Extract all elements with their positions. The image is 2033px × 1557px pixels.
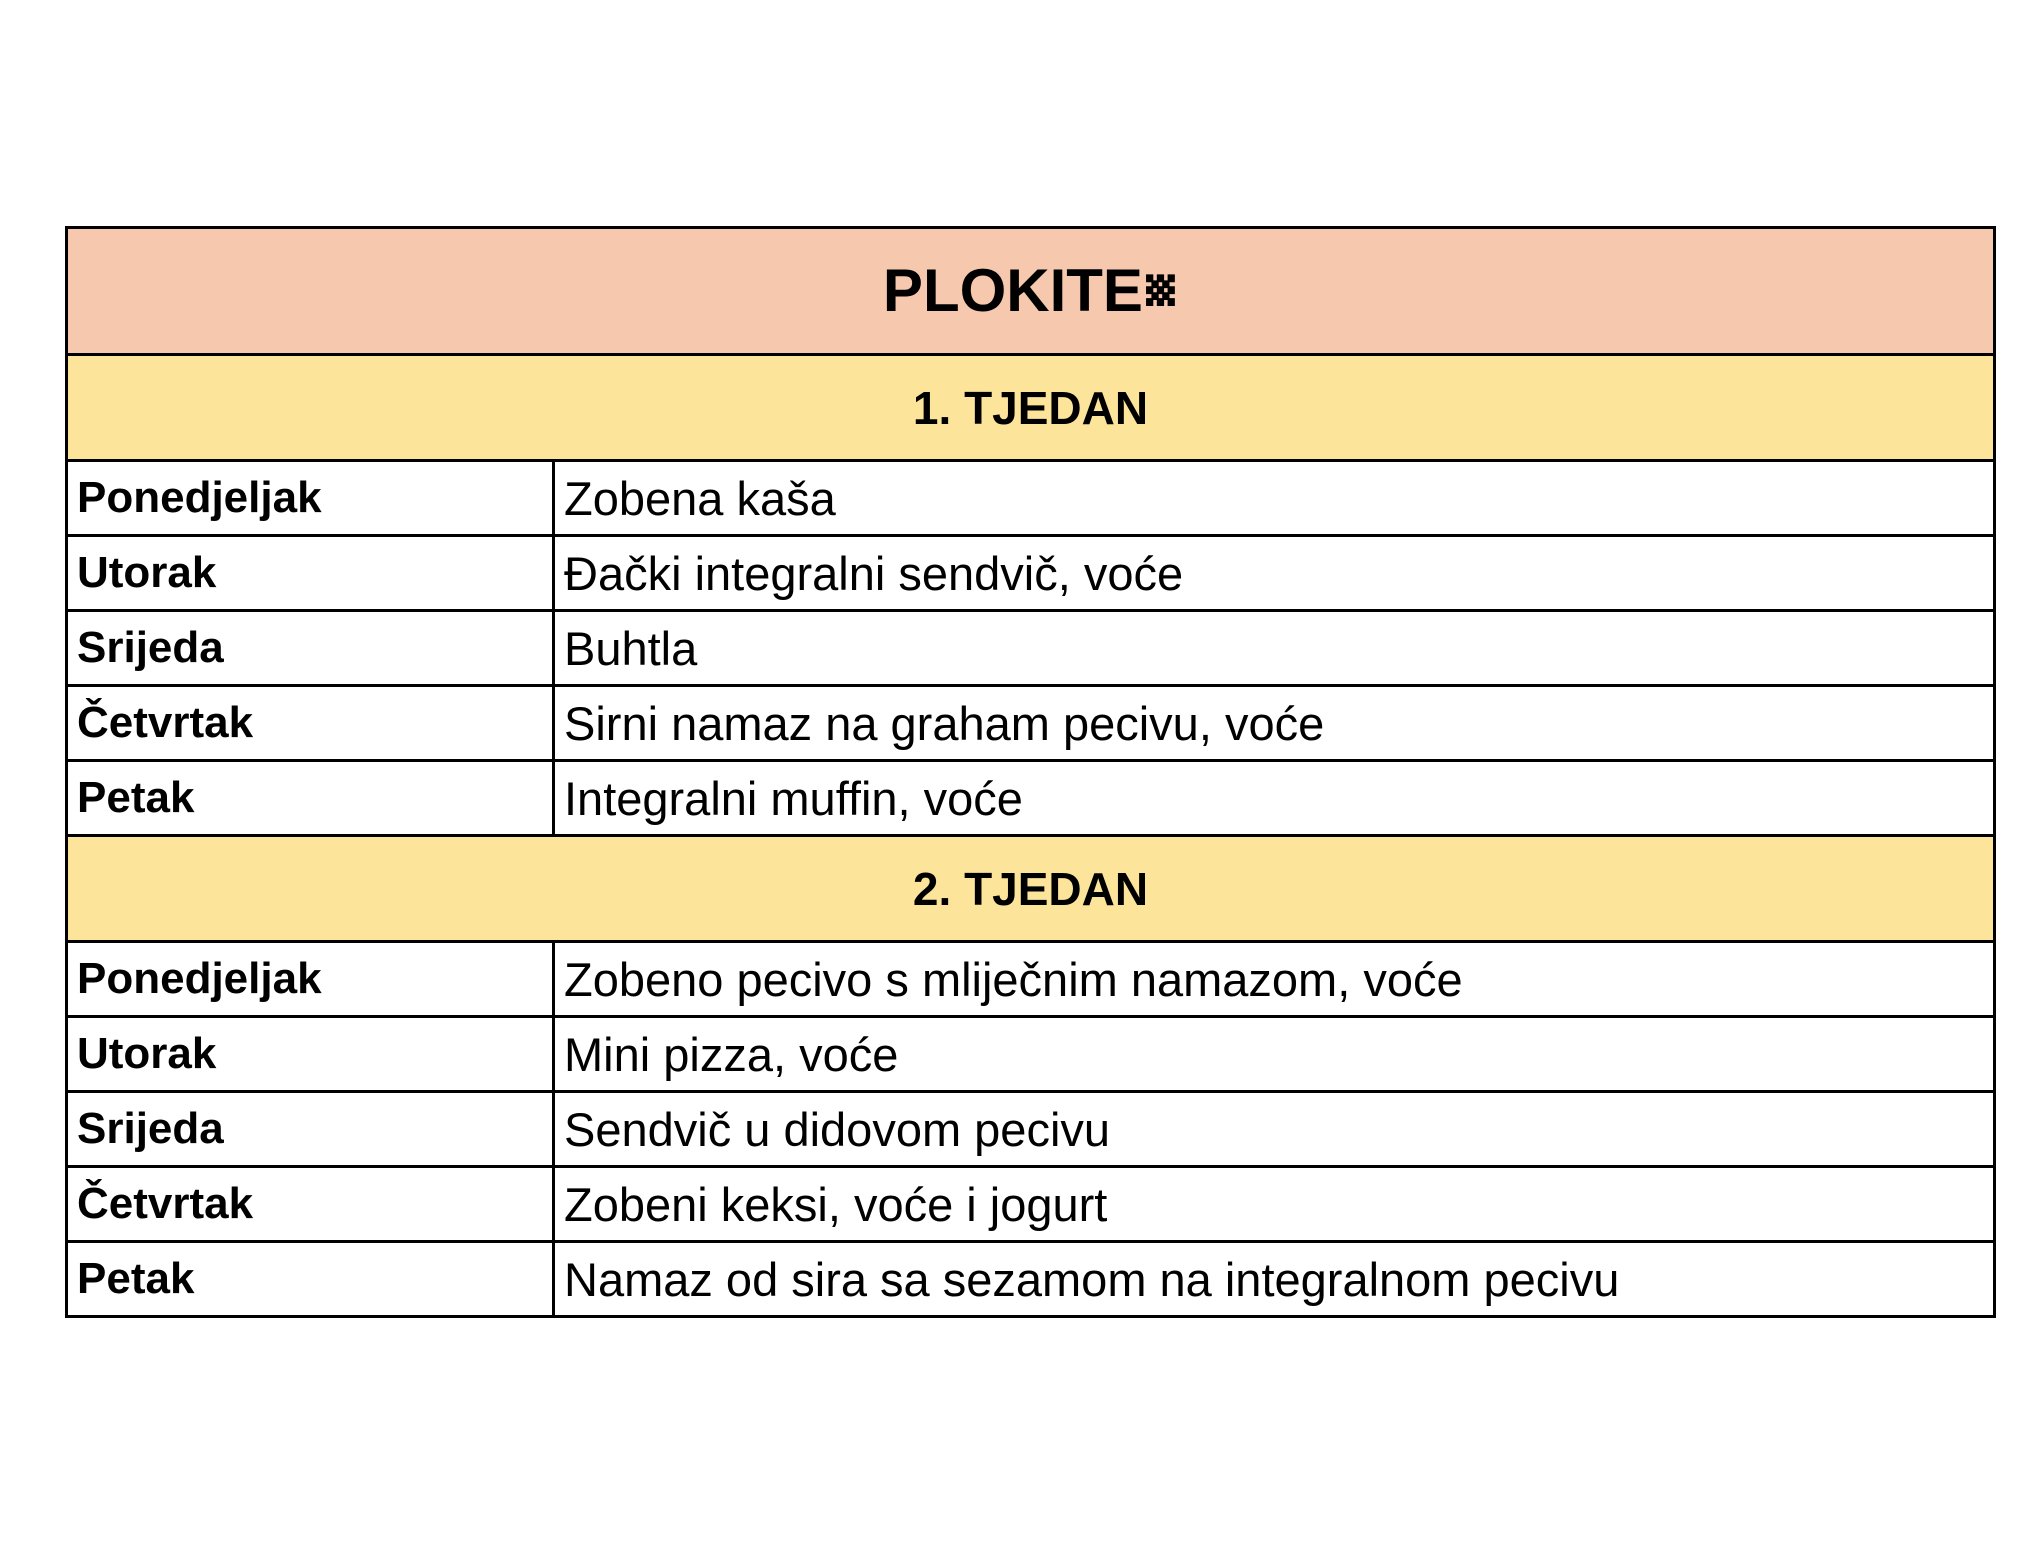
day-name: Petak <box>67 761 554 836</box>
table-row <box>67 1017 1995 1092</box>
meal-description: Zobeno pecivo s mliječnim namazom, voće <box>554 942 1995 1017</box>
meal-description: Đački integralni sendvič, voće <box>554 536 1995 611</box>
day-name: Utorak <box>67 1017 554 1092</box>
week-header-row <box>67 836 1995 942</box>
menu-title: PLOKITE␧ <box>67 228 1995 355</box>
table-row <box>67 1092 1995 1167</box>
title-row <box>67 228 1995 355</box>
meal-description: Zobena kaša <box>554 461 1995 536</box>
week-header-row <box>67 355 1995 461</box>
day-name: Četvrtak <box>67 1167 554 1242</box>
day-name: Ponedjeljak <box>67 942 554 1017</box>
meal-description: Sirni namaz na graham pecivu, voće <box>554 686 1995 761</box>
day-name: Utorak <box>67 536 554 611</box>
day-name: Ponedjeljak <box>67 461 554 536</box>
table-row <box>67 1167 1995 1242</box>
day-name: Petak <box>67 1242 554 1317</box>
table-row <box>67 942 1995 1017</box>
table-row <box>67 536 1995 611</box>
table-row <box>67 1242 1995 1317</box>
meal-description: Buhtla <box>554 611 1995 686</box>
meal-description: Integralni muffin, voće <box>554 761 1995 836</box>
day-name: Srijeda <box>67 611 554 686</box>
day-name: Četvrtak <box>67 686 554 761</box>
meal-description: Mini pizza, voće <box>554 1017 1995 1092</box>
menu-table <box>65 226 1996 1318</box>
table-row <box>67 611 1995 686</box>
table-row <box>67 761 1995 836</box>
meal-description: Namaz od sira sa sezamom na integralnom pecivu <box>554 1242 1995 1317</box>
week-1-label: 1. TJEDAN <box>67 355 1995 461</box>
meal-description: Sendvič u didovom pecivu <box>554 1092 1995 1167</box>
day-name: Srijeda <box>67 1092 554 1167</box>
week-2-label: 2. TJEDAN <box>67 836 1995 942</box>
table-row <box>67 686 1995 761</box>
meal-description: Zobeni keksi, voće i jogurt <box>554 1167 1995 1242</box>
table-row <box>67 461 1995 536</box>
